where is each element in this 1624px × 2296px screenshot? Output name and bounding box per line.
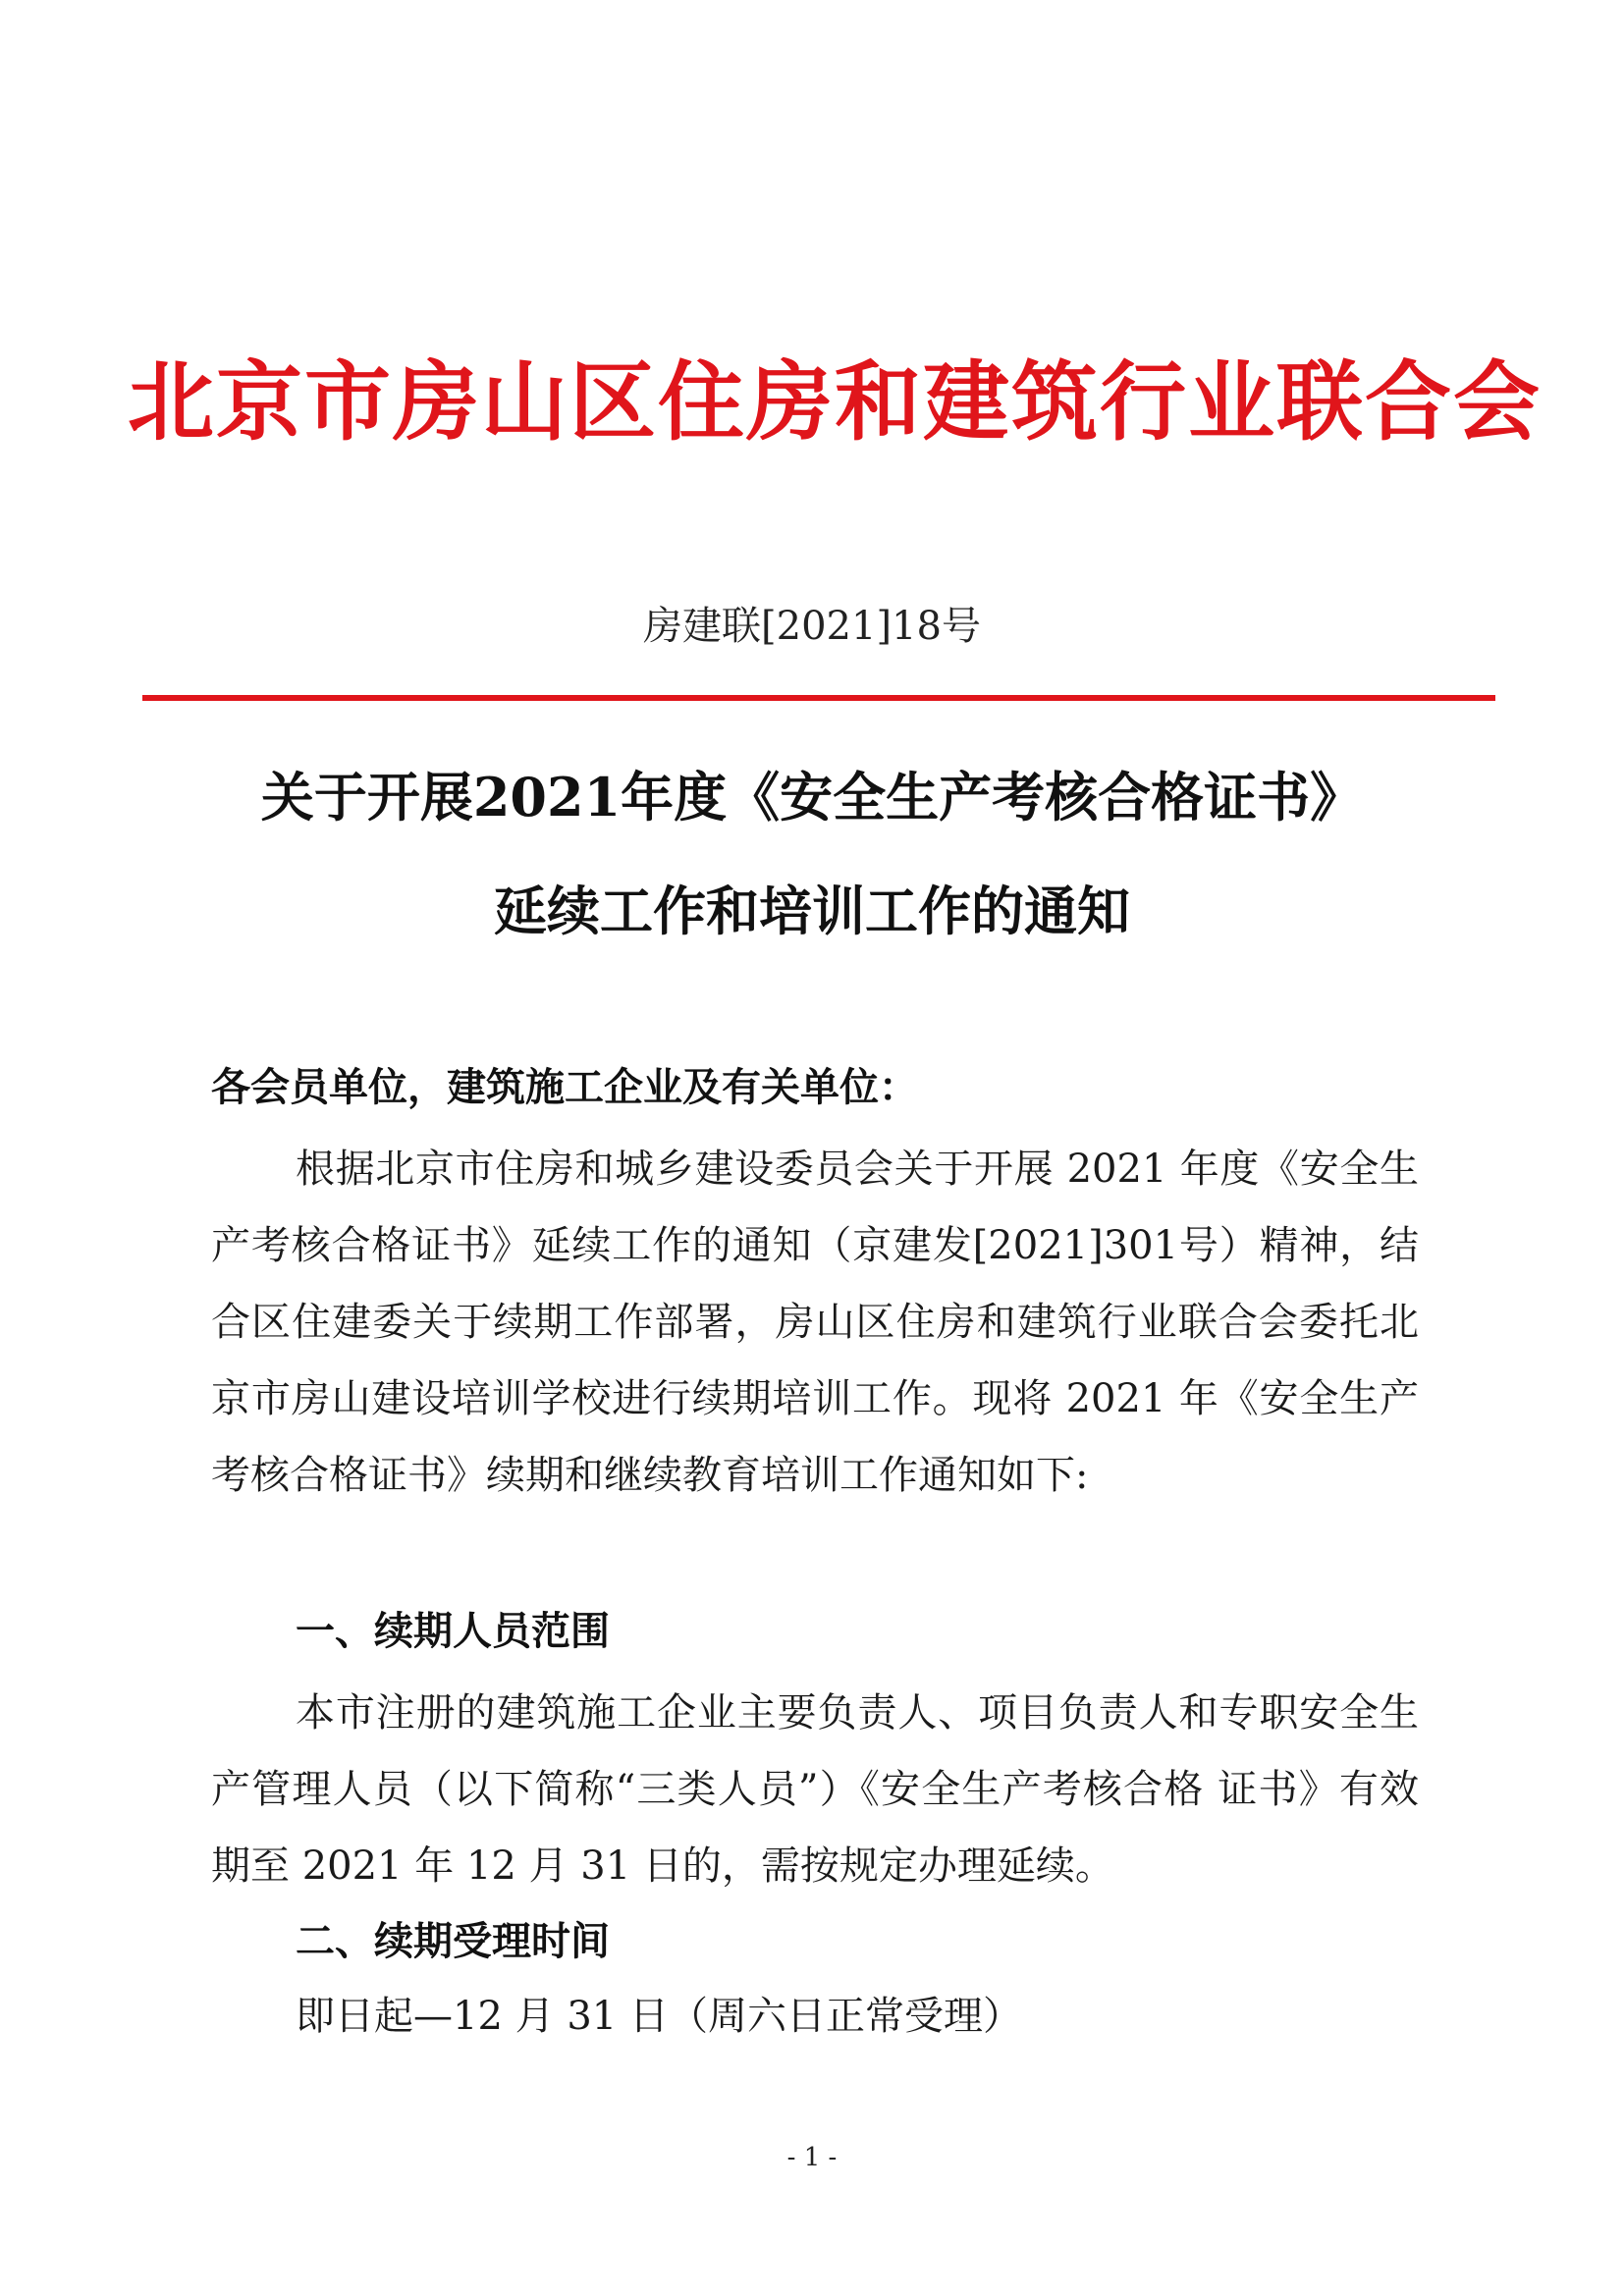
body-paragraph-scope: 本市注册的建筑施工企业主要负责人、项目负责人和专职安全生产管理人员（以下简称“三类人员”）《安全生产考核合格 证书》有效期至 2021 年 12 月 31 日的，需按规定办理延续。 [211,1690,1419,1889]
salutation: 各会员单位，建筑施工企业及有关单位： [211,1065,918,1110]
organization-header: 北京市房山区住房和建筑行业联合会 [128,351,1543,453]
document-title-line-2: 延续工作和培训工作的通知 [494,880,1130,942]
red-divider-line [142,695,1495,701]
page-number: - 1 - [786,2143,838,2172]
document-number: 房建联[2021]18号 [643,604,981,649]
section-heading-acceptance-time: 二、续期受理时间 [296,1919,610,1964]
acceptance-time-text: 即日起—12 月 31 日（周六日正常受理） [296,1994,1022,2039]
document-title-line-1: 关于开展2021年度《安全生产考核合格证书》 [260,766,1364,828]
section-heading-renewal-scope: 一、续期人员范围 [296,1609,610,1654]
body-paragraph-intro: 根据北京市住房和城乡建设委员会关于开展 2021 年度《安全生产考核合格证书》延续工作的通知（京建发[2021]301号）精神，结合区住建委关于续期工作部署，房山区住房和建筑行业联合会委托北京市房山建设培训学校进行续期培训工作。现将 2021 年《安全生产考核合格证书》续期和继续教育培训工作通知如下: [211,1147,1419,1498]
